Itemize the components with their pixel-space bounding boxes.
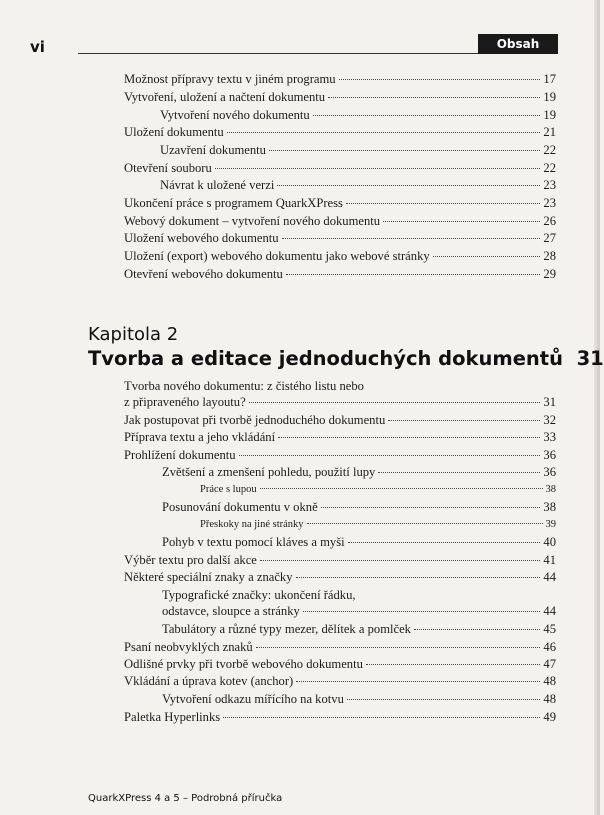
chapter-page: 31	[576, 347, 604, 370]
page-number: vi	[30, 38, 45, 56]
toc-entry: Tabulátory a různé typy mezer, dělítek a pomlček 45	[162, 622, 556, 636]
toc-entry: Zvětšení a zmenšení pohledu, použití lupy 36	[162, 465, 556, 479]
toc-entry: Možnost přípravy textu v jiném programu 17	[124, 72, 556, 86]
toc-entry: z připraveného layoutu? 31	[124, 395, 556, 409]
toc-entry: Prohlížení dokumentu 36	[124, 448, 556, 462]
toc-entry: Příprava textu a jeho vkládání 33	[124, 430, 556, 444]
toc-entry: Uzavření dokumentu 22	[160, 143, 556, 157]
toc-entry-line: Typografické značky: ukončení řádku,	[162, 588, 356, 602]
toc-entry: odstavce, sloupce a stránky 44	[162, 604, 556, 618]
toc-entry: Uložení webového dokumentu 27	[124, 231, 556, 245]
page-footer: QuarkXPress 4 a 5 – Podrobná příručka	[88, 793, 283, 804]
toc-entry: Vytvoření odkazu mířícího na kotvu 48	[162, 692, 556, 706]
toc-entry-line: Tvorba nového dokumentu: z čistého listu nebo	[124, 379, 364, 393]
toc-entry: Paletka Hyperlinks 49	[124, 710, 556, 724]
toc-entry: Vkládání a úprava kotev (anchor) 48	[124, 674, 556, 688]
toc-entry: Ukončení práce s programem QuarkXPress 23	[124, 196, 556, 210]
toc-entry: Vytvoření, uložení a načtení dokumentu 19	[124, 90, 556, 104]
toc-entry: Návrat k uložené verzi 23	[160, 178, 556, 192]
chapter-label: Kapitola 2	[88, 324, 179, 345]
toc-entry: Uložení (export) webového dokumentu jako webové stránky 28	[124, 249, 556, 263]
toc-entry: Přeskoky na jiné stránky 39	[200, 519, 556, 530]
toc-entry: Odlišné prvky při tvorbě webového dokumentu 47	[124, 657, 556, 671]
toc-entry: Práce s lupou 38	[200, 484, 556, 495]
toc-entry: Psaní neobvyklých znaků 46	[124, 640, 556, 654]
toc-entry: Webový dokument – vytvoření nového dokumentu 26	[124, 214, 556, 228]
toc-entry: Otevření webového dokumentu 29	[124, 267, 556, 281]
page-edge-shadow	[594, 0, 600, 815]
toc-entry: Otevření souboru 22	[124, 161, 556, 175]
toc-entry: Jak postupovat při tvorbě jednoduchého dokumentu 32	[124, 413, 556, 427]
toc-entry: Výběr textu pro další akce 41	[124, 553, 556, 567]
toc-entry: Vytvoření nového dokumentu 19	[160, 108, 556, 122]
toc-entry: Pohyb v textu pomocí kláves a myši 40	[162, 535, 556, 549]
header-rule	[78, 53, 478, 54]
toc-entry: Některé speciální znaky a značky 44	[124, 570, 556, 584]
toc-entry: Uložení dokumentu 21	[124, 125, 556, 139]
section-tab: Obsah	[478, 34, 558, 54]
toc-entry: Posunování dokumentu v okně 38	[162, 500, 556, 514]
chapter-title: Tvorba a editace jednoduchých dokumentů 31	[88, 347, 604, 370]
